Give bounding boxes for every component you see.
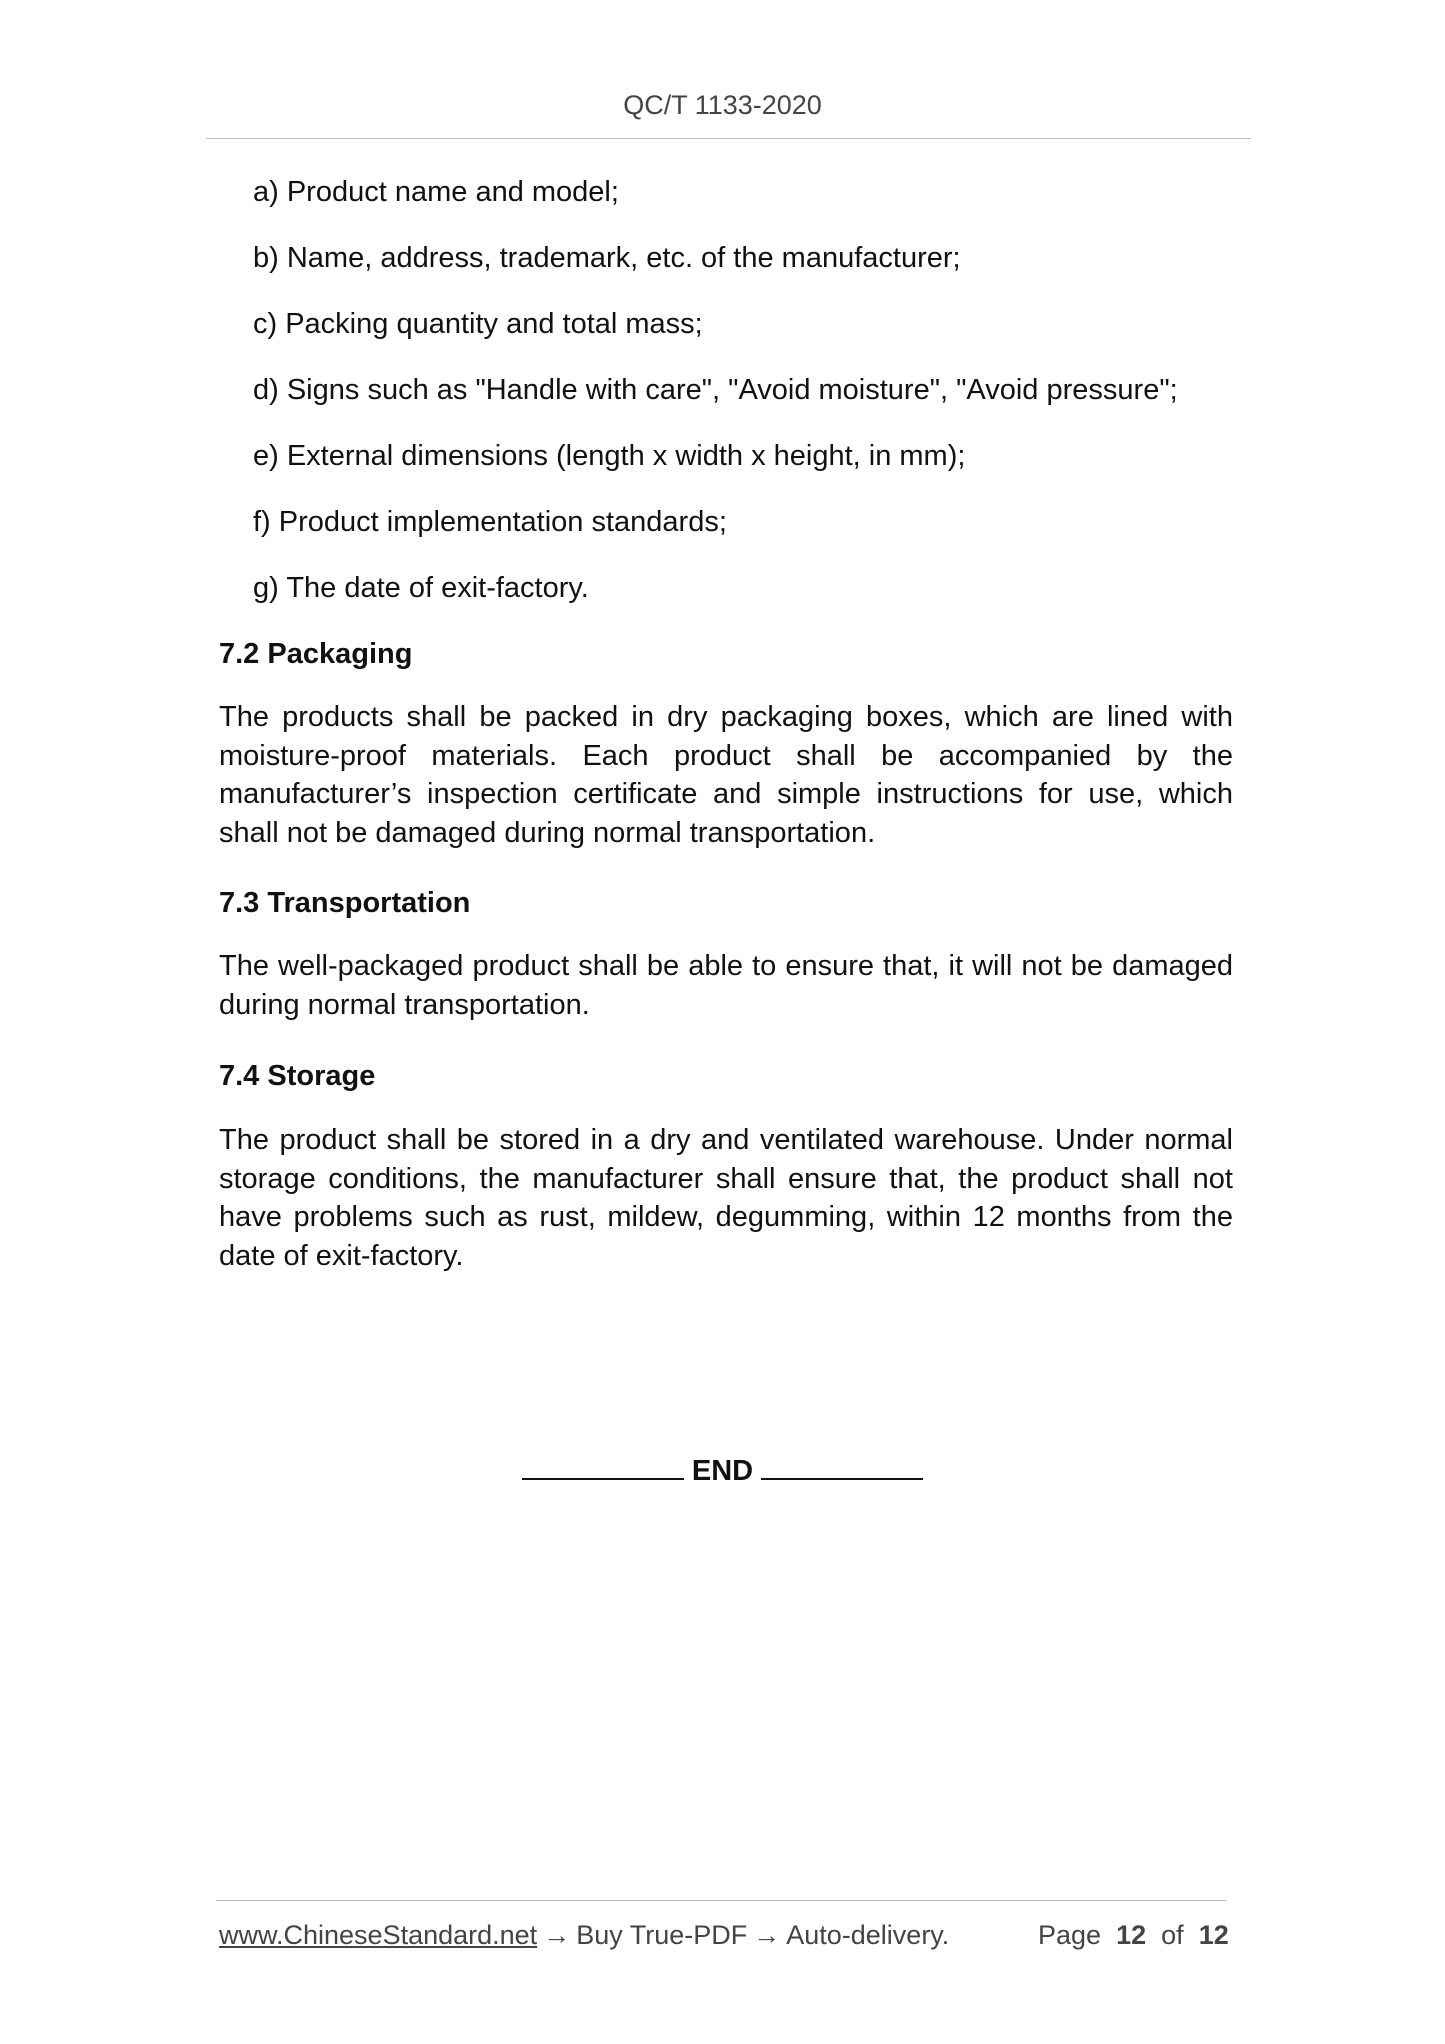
page-total: 12 [1198, 1920, 1229, 1950]
section-body-packaging: The products shall be packed in dry packaging boxes, which are lined with moisture-proof materials. Each product shall be accompanied by the manufacturer’s inspection certificate and simple instructions for use, which shall not be damaged during normal transportation. [219, 701, 1233, 849]
list-item-signs: d) Signs such as "Handle with care", "Avoid moisture", "Avoid pressure"; [253, 374, 1178, 406]
document-code-header: QC/T 1133-2020 [623, 90, 822, 120]
list-item-exit-date: g) The date of exit-factory. [253, 572, 589, 604]
page-label: Page [1038, 1920, 1102, 1950]
section-body-transportation: The well-packaged product shall be able to ensure that, it will not be damaged during normal transportation. [219, 950, 1233, 1021]
end-right-rule [761, 1452, 923, 1480]
buy-true-pdf-text: Buy True-PDF [576, 1920, 748, 1950]
section-heading-transportation: 7.3 Transportation [219, 887, 471, 919]
list-item-manufacturer: b) Name, address, trademark, etc. of the manufacturer; [253, 242, 961, 274]
website-link[interactable]: www.ChineseStandard.net [219, 1920, 538, 1950]
list-item-packing-quantity: c) Packing quantity and total mass; [253, 308, 703, 340]
end-label: END [691, 1455, 754, 1487]
header-divider [206, 138, 1251, 139]
footer-promo [219, 1920, 949, 1951]
page-current: 12 [1116, 1920, 1147, 1950]
section-body-storage: The product shall be stored in a dry and ventilated warehouse. Under normal storage conditions, the manufacturer shall ensure that, the product shall not have problems such as rust, mildew, degumming, within 12 months from the date of exit-factory. [219, 1124, 1233, 1272]
list-item-product-name: a) Product name and model; [253, 176, 619, 208]
list-item-standards: f) Product implementation standards; [253, 506, 727, 538]
end-marker [0, 1452, 1445, 1488]
section-heading-packaging: 7.2 Packaging [219, 638, 413, 670]
footer-divider [216, 1900, 1226, 1901]
end-left-rule [522, 1452, 684, 1480]
arrow-right-icon: → [753, 1920, 781, 1950]
page-indicator [1038, 1920, 1229, 1951]
of-label: of [1161, 1920, 1184, 1950]
list-item-dimensions: e) External dimensions (length x width x height, in mm); [253, 440, 966, 472]
arrow-right-icon: → [543, 1920, 571, 1950]
section-heading-storage: 7.4 Storage [219, 1060, 376, 1092]
auto-delivery-text: Auto-delivery. [786, 1920, 950, 1950]
